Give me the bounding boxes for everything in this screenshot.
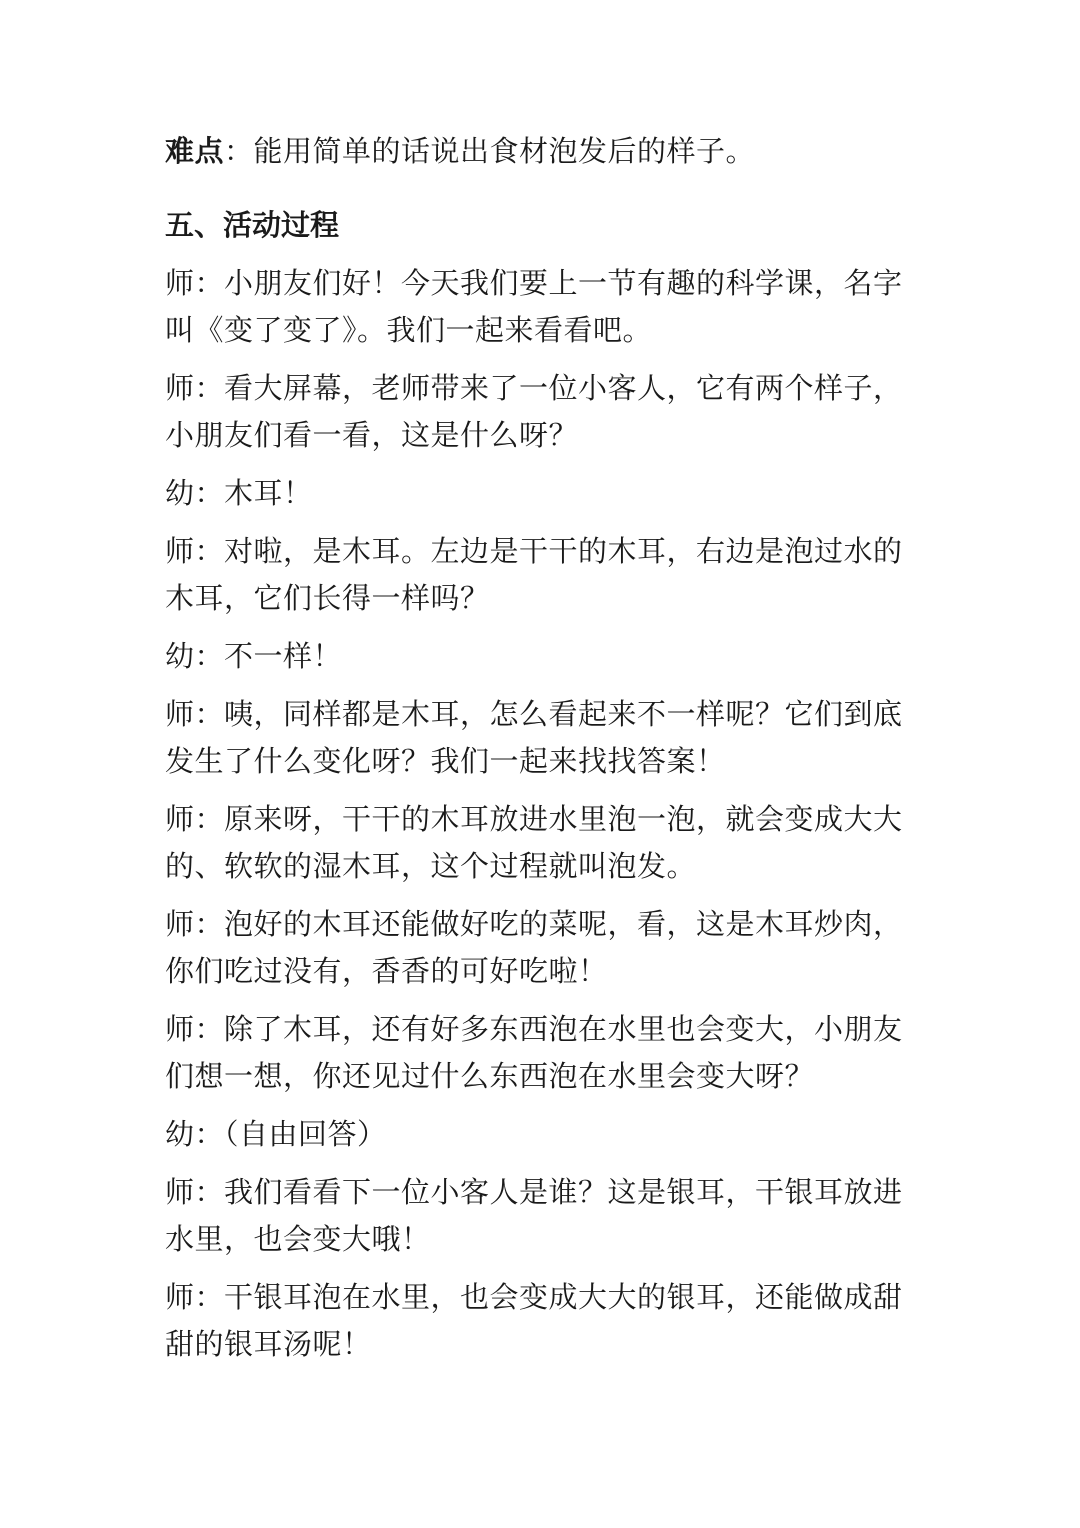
dialogue-paragraph (165, 901, 905, 995)
dialogue-paragraph (165, 691, 905, 785)
paragraph-line: 师：泡好的木耳还能做好吃的菜呢，看，这是木耳炒肉， (165, 907, 903, 941)
section-title: 五、活动过程 (165, 208, 340, 242)
difficulty-label: 难点 (165, 134, 225, 168)
paragraph-line: 叫《变了变了》。我们一起来看看吧。 (165, 313, 653, 347)
paragraph-line: 木耳，它们长得一样吗？ (165, 581, 490, 615)
dialogue-paragraph (165, 365, 905, 459)
paragraph-line: 师：我们看看下一位小客人是谁？这是银耳，干银耳放进 (165, 1175, 903, 1209)
paragraph-line: 们想一想，你还见过什么东西泡在水里会变大呀？ (165, 1059, 815, 1093)
paragraph-line: 师：看大屏幕，老师带来了一位小客人，它有两个样子， (165, 371, 903, 405)
paragraph-line: 幼：（自由回答） (165, 1117, 387, 1151)
paragraph-line: 水里，也会变大哦！ (165, 1222, 431, 1256)
difficulty-line (165, 128, 905, 175)
dialogue-paragraph (165, 528, 905, 622)
paragraph-line: 师：原来呀，干干的木耳放进水里泡一泡，就会变成大大 (165, 802, 903, 836)
paragraph-line: 师：对啦，是木耳。左边是干干的木耳，右边是泡过水的 (165, 534, 903, 568)
dialogue-paragraph (165, 1111, 905, 1158)
paragraph-line: 幼：不一样！ (165, 639, 343, 673)
paragraph-line: 师：干银耳泡在水里，也会变成大大的银耳，还能做成甜 (165, 1280, 903, 1314)
paragraph-line: 小朋友们看一看，这是什么呀？ (165, 418, 579, 452)
paragraph-line: 师：小朋友们好！今天我们要上一节有趣的科学课，名字 (165, 266, 903, 300)
dialogue-paragraph (165, 1006, 905, 1100)
paragraph-line: 师：咦，同样都是木耳，怎么看起来不一样呢？它们到底 (165, 697, 903, 731)
paragraph-line: 发生了什么变化呀？我们一起来找找答案！ (165, 744, 726, 778)
dialogue-paragraphs (165, 260, 905, 1368)
paragraph-line: 你们吃过没有，香香的可好吃啦！ (165, 954, 608, 988)
paragraph-line: 甜的银耳汤呢！ (165, 1327, 372, 1361)
paragraph-line: 师：除了木耳，还有好多东西泡在水里也会变大，小朋友 (165, 1012, 903, 1046)
difficulty-text: ：能用简单的话说出食材泡发后的样子。 (224, 134, 756, 168)
dialogue-paragraph (165, 633, 905, 680)
dialogue-paragraph (165, 260, 905, 354)
paragraph-line: 的、软软的湿木耳，这个过程就叫泡发。 (165, 849, 697, 883)
paragraph-line: 幼：木耳！ (165, 476, 313, 510)
dialogue-paragraph (165, 1274, 905, 1368)
dialogue-paragraph (165, 1169, 905, 1263)
dialogue-paragraph (165, 796, 905, 890)
dialogue-paragraph (165, 470, 905, 517)
document-page (165, 128, 905, 1379)
